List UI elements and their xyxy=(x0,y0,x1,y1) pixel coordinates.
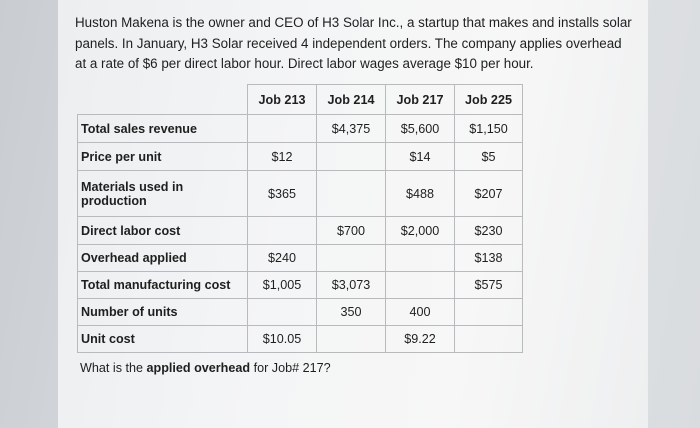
table-cell: $5 xyxy=(455,143,523,171)
table-header-row xyxy=(78,85,523,115)
table-cell: 400 xyxy=(386,299,455,326)
table-cell: $230 xyxy=(455,217,523,245)
table-cell: $1,150 xyxy=(455,115,523,143)
table-cell: $240 xyxy=(248,245,317,272)
header-corner xyxy=(78,85,248,115)
table-row xyxy=(78,171,523,217)
table-cell: $207 xyxy=(455,171,523,217)
table-cell: $488 xyxy=(386,171,455,217)
question-prefix: What is the xyxy=(80,361,147,375)
table-row xyxy=(78,245,523,272)
table-cell xyxy=(386,245,455,272)
table-row xyxy=(78,115,523,143)
table-cell xyxy=(317,326,386,353)
table-cell: $700 xyxy=(317,217,386,245)
table-row xyxy=(78,272,523,299)
question-text xyxy=(80,361,331,375)
header-job-214: Job 214 xyxy=(317,85,386,115)
header-job-213: Job 213 xyxy=(248,85,317,115)
table-cell: $5,600 xyxy=(386,115,455,143)
table-cell: $12 xyxy=(248,143,317,171)
problem-statement: Huston Makena is the owner and CEO of H3 Solar Inc., a startup that makes and installs solar panels. In January, H3 Solar received 4 independent orders. The company applies overhead at a rate of $6 per direct labor hour. Direct labor wages average $10 per hour. xyxy=(75,15,632,71)
job-cost-table xyxy=(77,84,523,353)
table-cell xyxy=(317,143,386,171)
table-cell xyxy=(248,217,317,245)
row-label: Total manufacturing cost xyxy=(78,272,248,299)
row-label: Total sales revenue xyxy=(78,115,248,143)
table-row xyxy=(78,217,523,245)
table-cell: $138 xyxy=(455,245,523,272)
table-cell xyxy=(455,299,523,326)
table-cell: $14 xyxy=(386,143,455,171)
table-row xyxy=(78,326,523,353)
table-cell xyxy=(317,171,386,217)
table-row xyxy=(78,299,523,326)
table-cell: $1,005 xyxy=(248,272,317,299)
table-row xyxy=(78,143,523,171)
question-suffix: for Job# 217? xyxy=(250,361,331,375)
table-cell xyxy=(386,272,455,299)
table-cell: 350 xyxy=(317,299,386,326)
table-cell: $4,375 xyxy=(317,115,386,143)
table-cell: $365 xyxy=(248,171,317,217)
table-cell: $2,000 xyxy=(386,217,455,245)
row-label: Direct labor cost xyxy=(78,217,248,245)
table-cell xyxy=(455,326,523,353)
table-cell xyxy=(248,115,317,143)
row-label: Price per unit xyxy=(78,143,248,171)
table-cell: $9.22 xyxy=(386,326,455,353)
table-cell: $3,073 xyxy=(317,272,386,299)
table-cell: $575 xyxy=(455,272,523,299)
table-cell: $10.05 xyxy=(248,326,317,353)
header-job-225: Job 225 xyxy=(455,85,523,115)
row-label: Unit cost xyxy=(78,326,248,353)
question-emphasis: applied overhead xyxy=(146,361,251,375)
row-label: Materials used in production xyxy=(78,171,248,217)
row-label: Overhead applied xyxy=(78,245,248,272)
table-cell xyxy=(317,245,386,272)
header-job-217: Job 217 xyxy=(386,85,455,115)
row-label: Number of units xyxy=(78,299,248,326)
table-cell xyxy=(248,299,317,326)
